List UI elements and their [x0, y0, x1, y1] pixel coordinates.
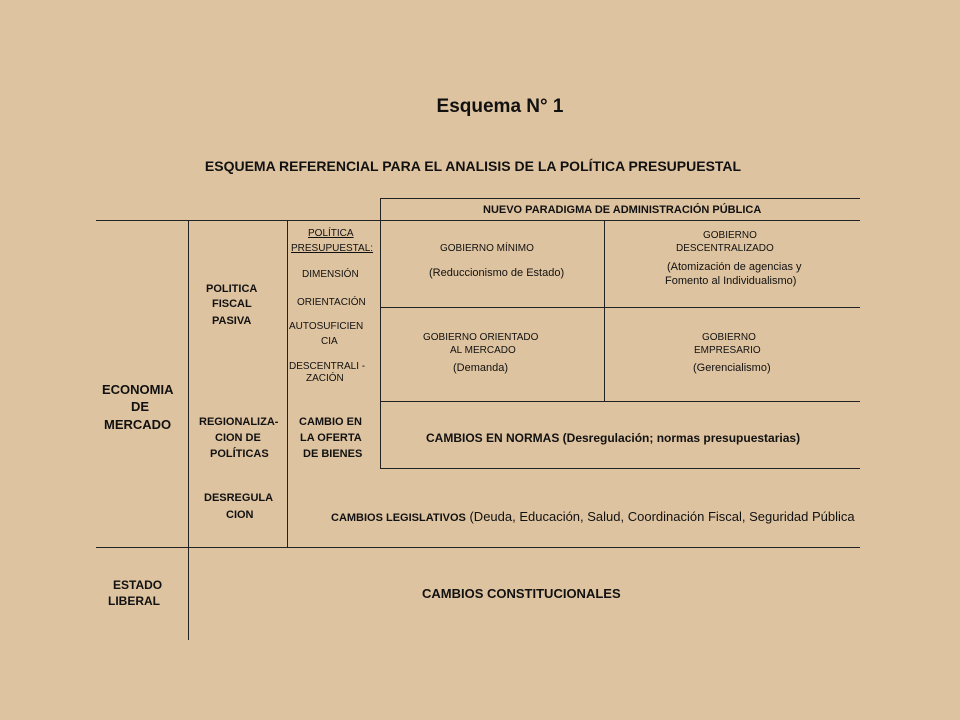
politica-presupuestal-label-1: POLÍTICA [308, 228, 354, 239]
gobierno-descentralizado-text-2: DESCENTRALIZADO [676, 243, 774, 254]
dimension-label: DIMENSIÓN [302, 269, 359, 280]
atomizacion-text-1: (Atomización de agencias y [667, 261, 802, 273]
cion-label: CION [226, 509, 254, 521]
autosuficiencia-label-1: AUTOSUFICIEN [289, 321, 364, 332]
gobierno-empresario-text-1: GOBIERNO [702, 332, 756, 343]
normas-bottom-line [380, 468, 860, 469]
atomizacion-text-2: Fomento al Individualismo) [665, 275, 797, 287]
quadrant-horizontal-line [380, 307, 860, 308]
paradigm-header: NUEVO PARADIGMA DE ADMINISTRACIÓN PÚBLICA [483, 204, 762, 216]
header-top-line [380, 198, 860, 199]
gobierno-descentralizado-text-1: GOBIERNO [703, 230, 757, 241]
cambios-normas-text: CAMBIOS EN NORMAS (Desregulación; normas presupuestarias) [426, 431, 801, 445]
gobierno-orientado-text-1: GOBIERNO ORIENTADO [423, 332, 539, 343]
reduccionismo-text: (Reduccionismo de Estado) [429, 267, 565, 279]
liberal-label: LIBERAL [108, 594, 160, 608]
cion-de-label: CION DE [215, 432, 261, 444]
gobierno-minimo-text: GOBIERNO MÍNIMO [440, 243, 534, 254]
gerencialismo-text: (Gerencialismo) [693, 362, 771, 374]
autosuficiencia-label-2: CIA [321, 336, 338, 347]
estado-label: ESTADO [113, 578, 163, 592]
cambio-en-label: CAMBIO EN [299, 416, 362, 428]
left-divider-line [188, 220, 189, 640]
dimension-divider-line [287, 220, 288, 547]
de-label: DE [131, 399, 150, 414]
mercado-bottom-line [96, 547, 860, 548]
cambios-legislativos-text [331, 508, 855, 526]
orientacion-label: ORIENTACIÓN [297, 297, 366, 308]
pasiva-label: PASIVA [212, 315, 252, 327]
regionaliza-label: REGIONALIZA- [199, 416, 279, 428]
fiscal-label: FISCAL [212, 298, 252, 310]
diagram-subtitle: ESQUEMA REFERENCIAL PARA EL ANALISIS DE LA POLÍTICA PRESUPUESTAL [204, 158, 742, 174]
diagram-title: Esquema N° 1 [436, 96, 564, 117]
mercado-label: MERCADO [104, 417, 172, 432]
politica-label: POLITICA [206, 283, 258, 295]
politica-presupuestal-label-2: PRESUPUESTAL: [291, 243, 374, 254]
cambios-legislativos-detail: (Deuda, Educación, Salud, Coordinación Fiscal, Seguridad Pública [465, 509, 855, 524]
economia-label: ECONOMIA [102, 382, 174, 397]
quadrant-left-line [380, 220, 381, 468]
descentralizacion-label-1: DESCENTRALI - [289, 361, 366, 372]
descentralizacion-label-2: ZACIÓN [306, 373, 344, 384]
politicas-label: POLÍTICAS [210, 448, 269, 460]
de-bienes-label: DE BIENES [303, 448, 363, 460]
header-left-line [380, 198, 381, 220]
demanda-text: (Demanda) [453, 362, 509, 374]
normas-top-line [380, 401, 860, 402]
top-line [96, 220, 860, 221]
gobierno-empresario-text-2: EMPRESARIO [694, 345, 761, 356]
gobierno-orientado-text-2: AL MERCADO [450, 345, 516, 356]
desregula-label: DESREGULA [204, 492, 274, 504]
quadrant-middle-line [604, 220, 605, 402]
la-oferta-label: LA OFERTA [300, 432, 362, 444]
cambios-constitucionales-text: CAMBIOS CONSTITUCIONALES [422, 586, 621, 601]
cambios-legislativos-label: CAMBIOS LEGISLATIVOS [331, 512, 466, 524]
